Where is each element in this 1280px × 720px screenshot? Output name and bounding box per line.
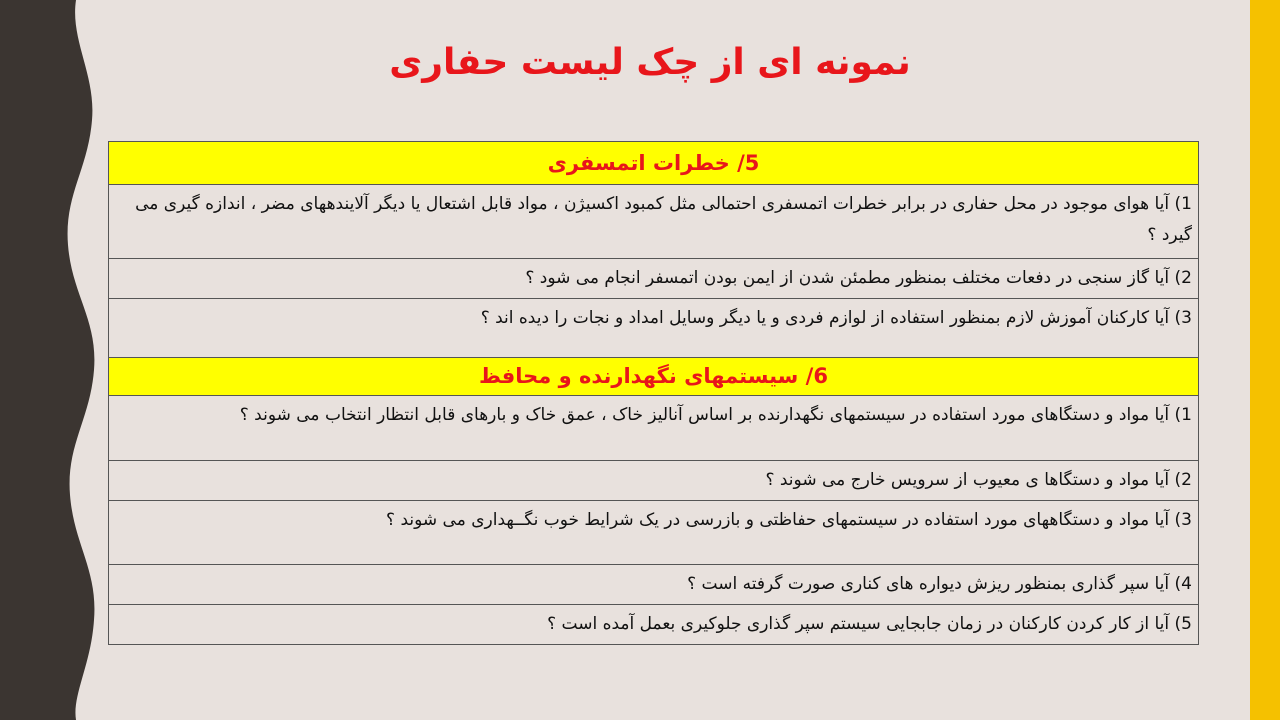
decorative-right-stripe — [1250, 0, 1280, 720]
checklist-item: 2) آیا مواد و دستگاها ی معیوب از سرویس خارج می شوند ؟ — [109, 461, 1199, 501]
table-row — [109, 605, 1199, 645]
section-header-protective-systems: 6/ سیستمهای نگهدارنده و محافظ — [109, 358, 1199, 396]
checklist-item: 1) آیا مواد و دستگاهای مورد استفاده در سیستمهای نگهدارنده بر اساس آنالیز خاک ، عمق خاک و بارهای قابل انتظار انتخاب می شوند ؟ — [109, 396, 1199, 461]
table-row — [109, 259, 1199, 299]
table-row — [109, 185, 1199, 259]
section-header-row — [109, 142, 1199, 185]
table-row — [109, 565, 1199, 605]
checklist-item: 4) آیا سپر گذاری بمنظور ریزش دیواره های کناری صورت گرفته است ؟ — [109, 565, 1199, 605]
checklist-item: 3) آیا کارکنان آموزش لازم بمنظور استفاده از لوازم فردی و یا دیگر وسایل امداد و نجات را دیده اند ؟ — [109, 299, 1199, 358]
section-header-row — [109, 358, 1199, 396]
section-header-atmospheric-hazards: 5/ خطرات اتمسفری — [109, 142, 1199, 185]
checklist-item: 5) آیا از کار کردن کارکنان در زمان جابجایی سیستم سپر گذاری جلوکیری بعمل آمده است ؟ — [109, 605, 1199, 645]
table-row — [109, 299, 1199, 358]
checklist-table — [108, 141, 1199, 645]
table-row — [109, 461, 1199, 501]
checklist-item: 3) آیا مواد و دستگاههای مورد استفاده در سیستمهای حفاظتی و بازرسی در یک شرایط خوب نگــهداری می شوند ؟ — [109, 501, 1199, 565]
slide-title: نمونه ای از چک لیست حفاری — [389, 42, 911, 83]
checklist-item: 1) آیا هوای موجود در محل حفاری در برابر خطرات اتمسفری احتمالی مثل کمبود اکسیژن ، مواد قابل اشتعال یا دیگر آلایندههای مضر ، اندازه گیری می گیرد ؟ — [109, 185, 1199, 259]
decorative-wavy-band — [0, 0, 110, 720]
table-row — [109, 396, 1199, 461]
checklist-item: 2) آیا گاز سنجی در دفعات مختلف بمنظور مطمئن شدن از ایمن بودن اتمسفر انجام می شود ؟ — [109, 259, 1199, 299]
table-row — [109, 501, 1199, 565]
